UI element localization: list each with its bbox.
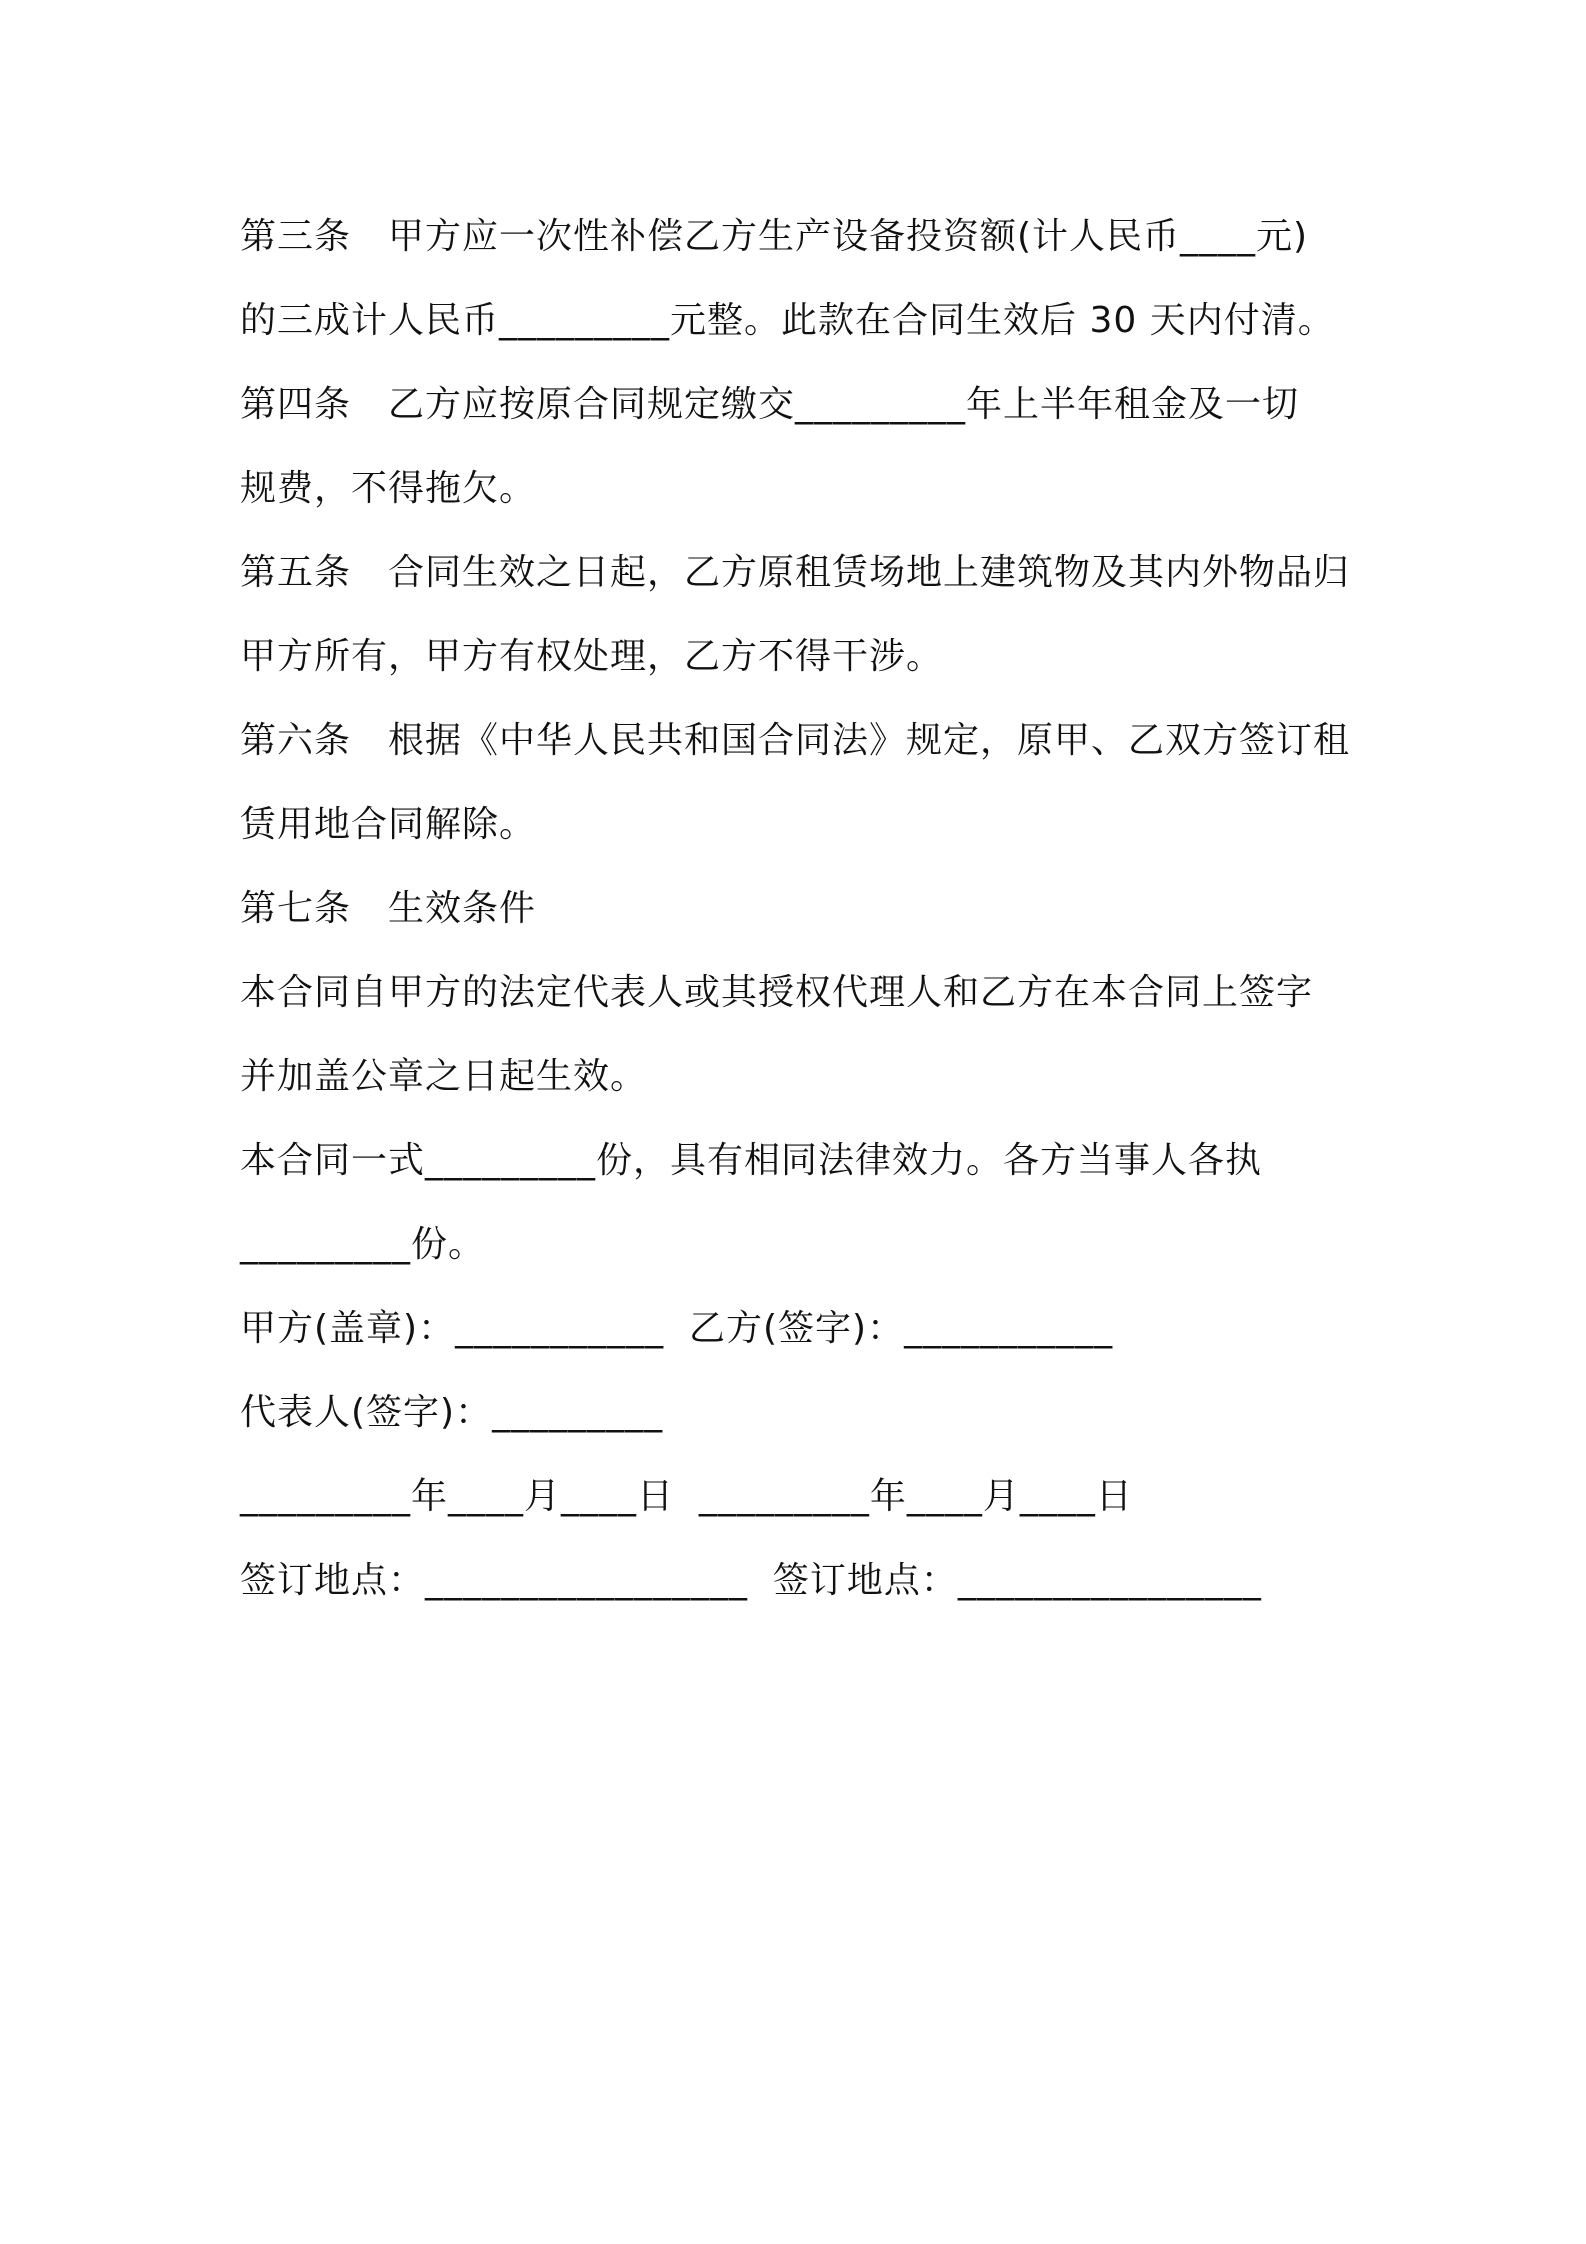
clause-6-line-1: 第六条 根据《中华人民共和国合同法》规定，原甲、乙双方签订租 — [240, 720, 1351, 761]
effect-condition-line-2: 并加盖公章之日起生效。 — [240, 1056, 648, 1097]
date-party-b: _________年____月____日 — [698, 1476, 1133, 1517]
representative-row — [240, 1371, 1360, 1455]
effect-condition-line-1: 本合同自甲方的法定代表人或其授权代理人和乙方在本合同上签字 — [240, 972, 1314, 1013]
place-party-a: 签订地点：_________________ — [240, 1560, 749, 1601]
representative-signature: 代表人(签字)：_________ — [240, 1392, 664, 1433]
party-a-signature: 甲方(盖章)：___________ — [240, 1308, 665, 1349]
clause-3-line-2: 的三成计人民币_________元整。此款在合同生效后 30 天内付清。 — [240, 300, 1335, 341]
clause-5-line-2: 甲方所有，甲方有权处理，乙方不得干涉。 — [240, 636, 944, 677]
party-b-signature: 乙方(签字)：___________ — [688, 1308, 1114, 1349]
copies-line-1: 本合同一式_________份，具有相同法律效力。各方当事人各执 — [240, 1140, 1263, 1181]
clause-4-line-2: 规费，不得拖欠。 — [240, 468, 537, 509]
date-row — [240, 1455, 1360, 1539]
clause-3-line-1: 第三条 甲方应一次性补偿乙方生产设备投资额(计人民币____元) — [240, 216, 1309, 257]
date-party-a: _________年____月____日 — [240, 1476, 674, 1517]
clause-5-line-1: 第五条 合同生效之日起，乙方原租赁场地上建筑物及其内外物品归 — [240, 552, 1351, 593]
place-row — [240, 1539, 1360, 1623]
contract-page — [240, 195, 1360, 1623]
place-party-b: 签订地点：________________ — [772, 1560, 1262, 1601]
clause-7-heading: 第七条 生效条件 — [240, 888, 537, 929]
clause-4-line-1: 第四条 乙方应按原合同规定缴交_________年上半年租金及一切 — [240, 384, 1300, 425]
clause-6-line-2: 赁用地合同解除。 — [240, 804, 537, 845]
copies-line-2: _________份。 — [240, 1224, 486, 1265]
signature-parties-row — [240, 1287, 1360, 1371]
